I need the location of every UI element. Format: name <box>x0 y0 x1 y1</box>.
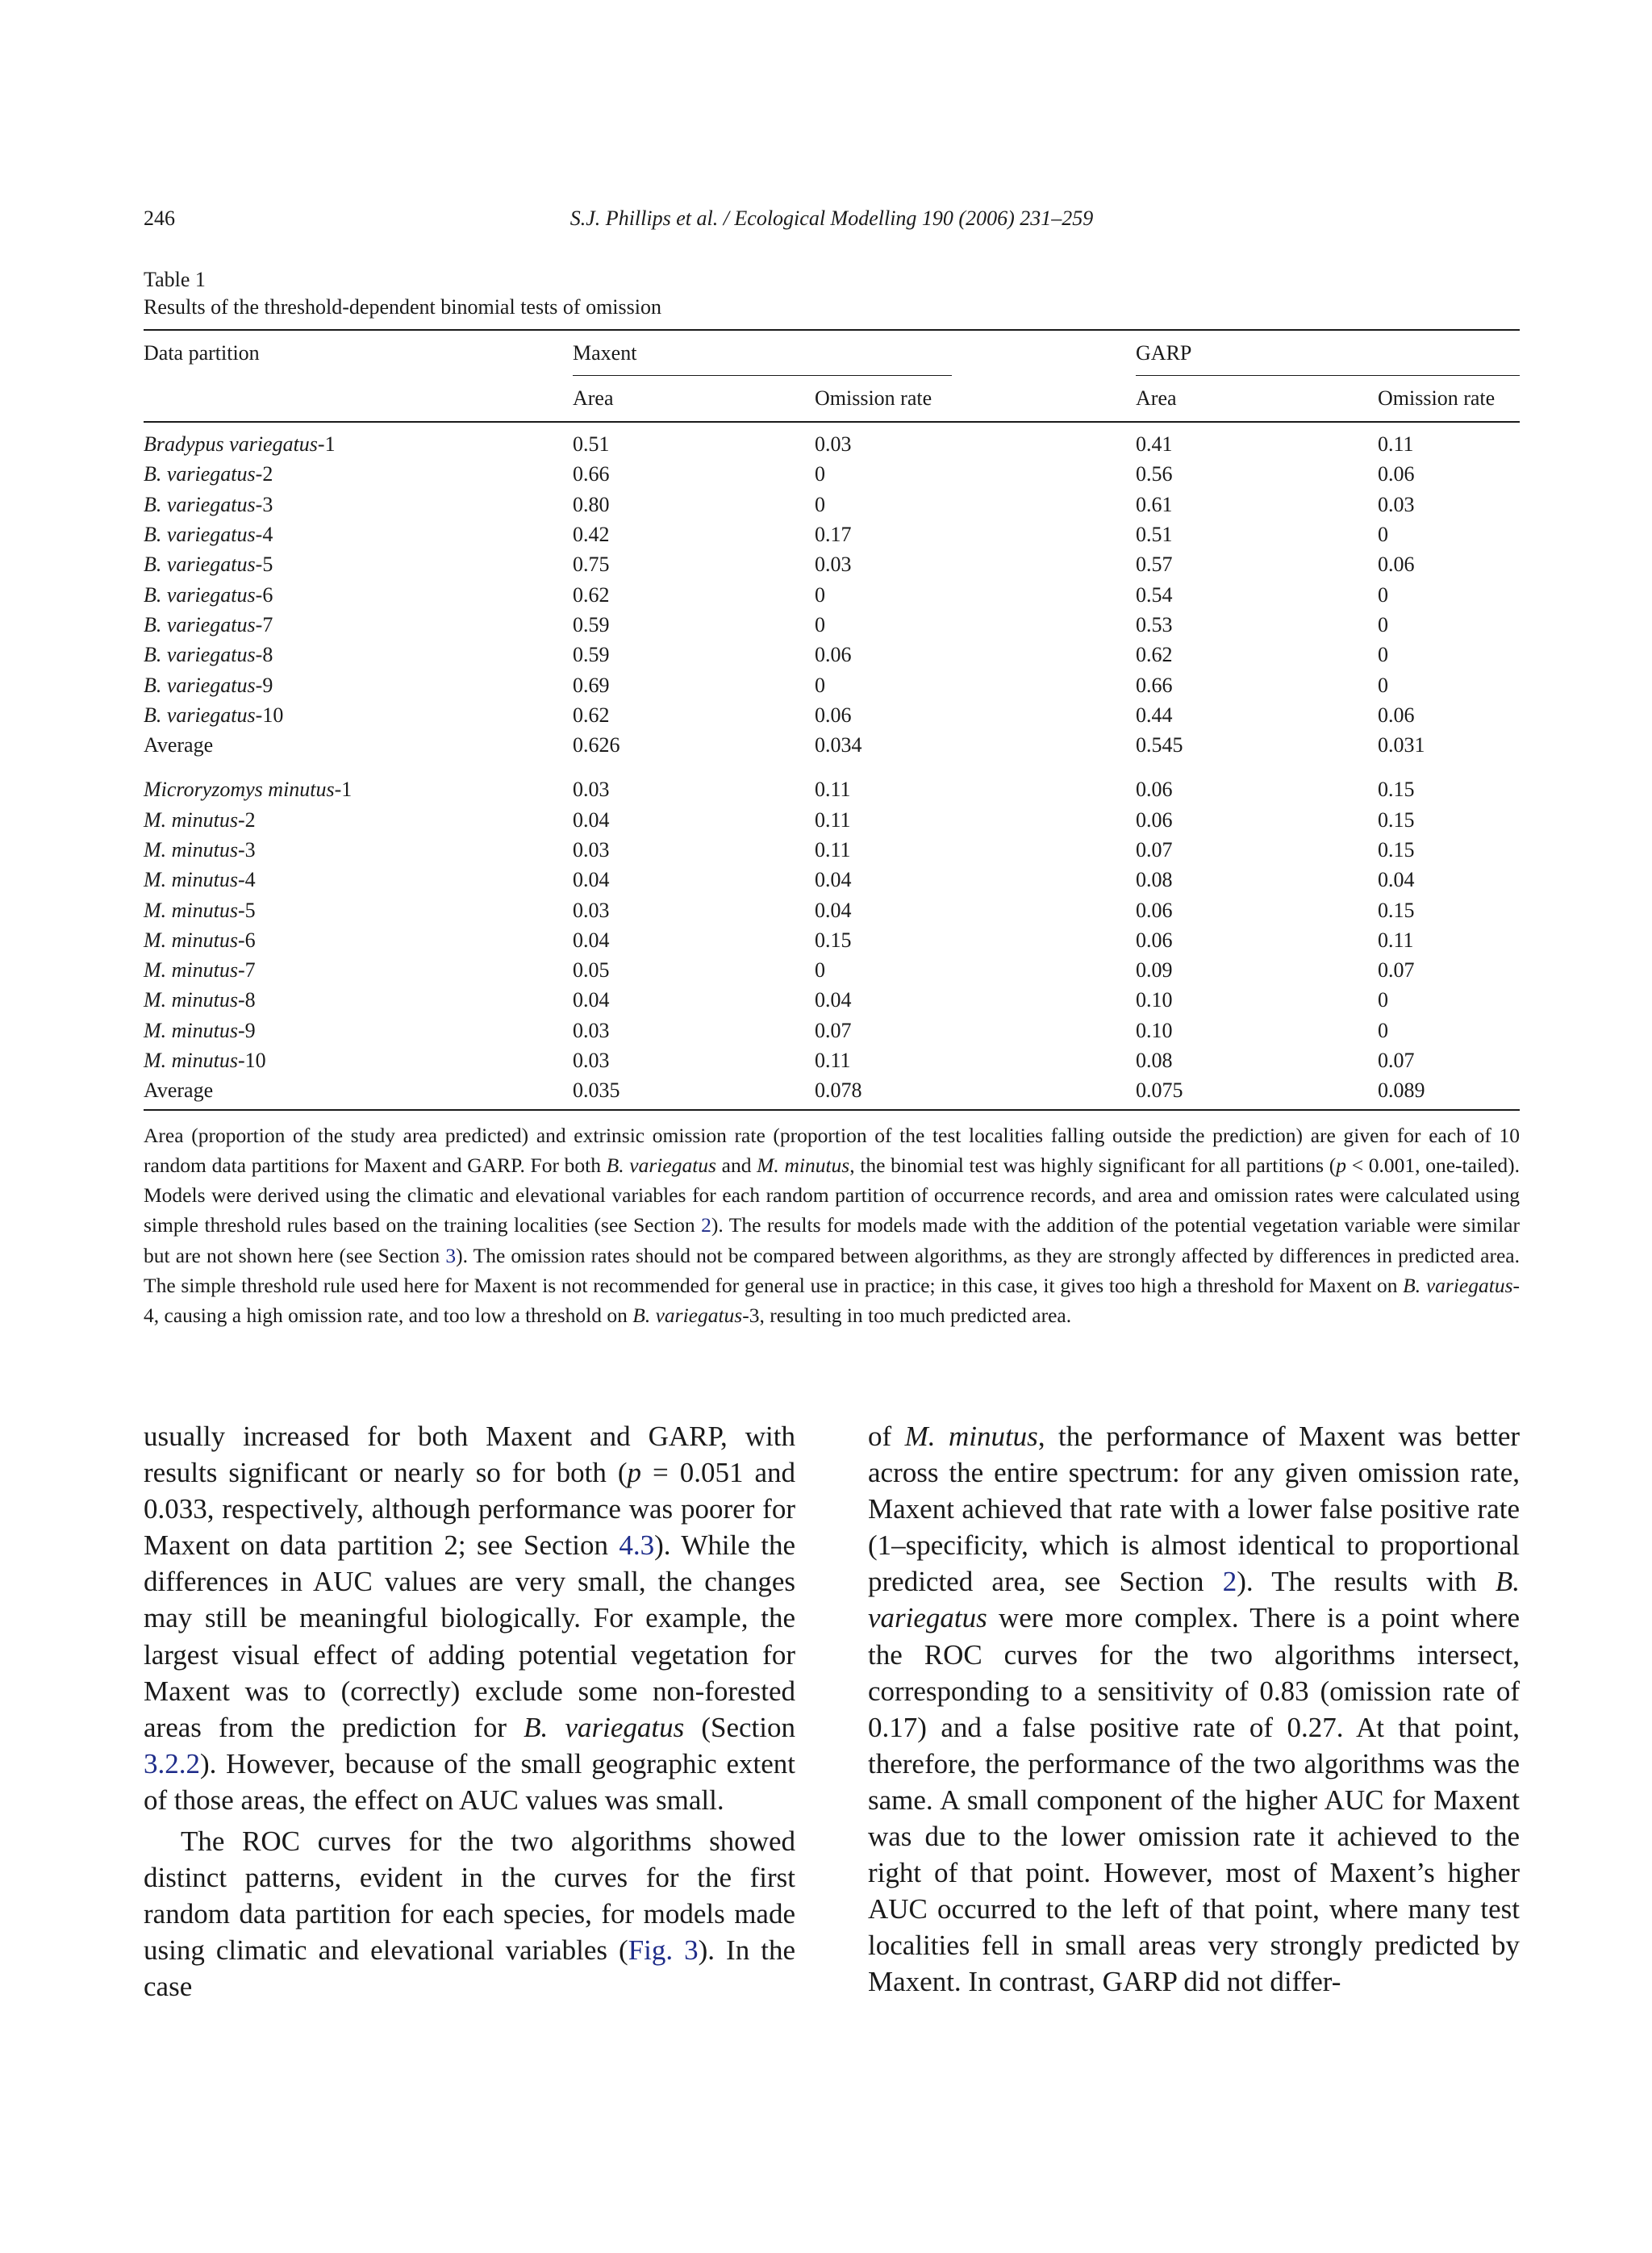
partition-cell <box>144 955 573 985</box>
species-name: M. minutus <box>144 838 238 862</box>
maxent-omission-cell: 0.15 <box>815 928 852 952</box>
running-header: S.J. Phillips et al. / Ecological Modelling 190 (2006) 231–259 <box>569 207 1094 230</box>
species-name: B. variegatus <box>144 492 256 516</box>
italic-term: B. variegatus <box>524 1711 685 1743</box>
maxent-omission-cell: 0.11 <box>815 838 851 862</box>
italic-term: p <box>1336 1153 1346 1177</box>
table-row <box>144 895 1520 924</box>
text-run: < 0.001, one-tailed). Models were derived using the climatic and elevational variables for each random partition of occurrence records, and area and omission rates were calculated using simple threshold rules based on the training localities (see Section <box>144 1153 1521 1237</box>
maxent-omission-cell: 0.04 <box>815 898 852 922</box>
garp-area-cell: 0.10 <box>1136 988 1173 1012</box>
garp-area-cell: 0.54 <box>1136 582 1173 607</box>
maxent-area-cell: 0.05 <box>573 958 610 983</box>
table-row <box>144 955 1520 985</box>
garp-omission-cell: 0.11 <box>1378 928 1414 952</box>
species-name: M. minutus <box>144 958 238 983</box>
partition-suffix: -10 <box>238 1049 266 1073</box>
maxent-omission-cell: 0.078 <box>815 1075 1136 1109</box>
partition-cell <box>144 700 573 730</box>
table-row <box>144 640 1520 670</box>
maxent-omission-cell: 0.04 <box>815 988 852 1012</box>
partition-suffix: -7 <box>238 958 256 983</box>
italic-term: B. variegatus <box>606 1153 716 1177</box>
species-name: B. variegatus <box>144 523 256 547</box>
partition-suffix: -10 <box>255 703 284 727</box>
table-row <box>144 835 1520 865</box>
table-row <box>144 985 1520 1015</box>
body-paragraph <box>144 1418 795 1818</box>
table-row <box>144 610 1520 640</box>
maxent-area-cell: 0.66 <box>573 462 610 486</box>
garp-omission-cell: 0.03 <box>1378 492 1415 516</box>
garp-area-cell: 0.07 <box>1136 838 1173 862</box>
species-name: M. minutus <box>144 1049 238 1073</box>
maxent-area-cell: 0.04 <box>573 988 610 1012</box>
cross-reference-link[interactable]: 3.2.2 <box>144 1747 200 1779</box>
partition-cell <box>144 519 573 549</box>
species-name: B. variegatus <box>144 553 256 577</box>
text-run: ). While the differences in AUC values are very small, the changes may still be meaningful biologically. For example, the largest visual effect of adding potential vegetation for Maxent was to (correctly) exclude some non-forested areas from the prediction for <box>144 1529 795 1743</box>
text-run: and <box>715 1153 757 1177</box>
italic-term: M. minutus <box>757 1153 850 1177</box>
partition-suffix: -1 <box>317 432 336 457</box>
partition-cell <box>144 805 573 835</box>
partition-suffix: -2 <box>255 462 273 486</box>
header-maxent-label: Maxent <box>573 341 637 365</box>
table-label: Table 1 <box>144 268 206 291</box>
table-row <box>144 579 1520 609</box>
partition-cell <box>144 459 573 489</box>
garp-area-cell: 0.06 <box>1136 807 1173 832</box>
species-name: M. minutus <box>144 898 238 922</box>
page-number: 246 <box>144 207 175 230</box>
garp-area-cell: 0.08 <box>1136 1049 1173 1073</box>
italic-term: p <box>627 1457 641 1489</box>
species-name: M. minutus <box>144 868 238 892</box>
table-row <box>144 760 1520 804</box>
maxent-omission-cell: 0.11 <box>815 807 851 832</box>
text-run: (Section <box>684 1711 795 1743</box>
species-name: B. variegatus <box>144 643 256 667</box>
text-run: The ROC curves for the two algorithms showed distinct patterns, evident in the curves for the first random data partition for each species, for models made using climatic and elevational variables ( <box>144 1825 795 1967</box>
italic-term: M. minutus <box>904 1421 1038 1452</box>
species-name: Bradypus variegatus <box>144 432 318 457</box>
garp-area-cell: 0.62 <box>1136 643 1173 667</box>
species-name: M. minutus <box>144 928 238 952</box>
partition-suffix: -6 <box>238 928 256 952</box>
italic-term: B. variegatus <box>868 1566 1521 1634</box>
maxent-omission-cell: 0 <box>815 612 825 636</box>
table-1 <box>144 266 1520 1331</box>
partition-suffix: -8 <box>255 643 273 667</box>
text-run: ). The results for models made with the addition of the potential vegetation variable were similar but are not shown here (see Section <box>144 1213 1520 1267</box>
maxent-area-cell: 0.69 <box>573 673 610 697</box>
cross-reference-link[interactable]: 3 <box>445 1243 457 1267</box>
partition-cell <box>144 925 573 955</box>
species-name: M. minutus <box>144 807 238 832</box>
partition-cell <box>144 549 573 579</box>
text-run: = 0.051 and 0.033, respectively, although performance was poorer for Maxent on data partition 2; see Section <box>144 1457 795 1562</box>
garp-omission-cell: 0.15 <box>1378 778 1415 802</box>
body-left-column <box>144 1418 795 2005</box>
garp-omission-cell: 0.089 <box>1378 1075 1520 1109</box>
partition-cell <box>144 670 573 699</box>
table-row <box>144 1016 1520 1045</box>
garp-area-cell: 0.57 <box>1136 553 1173 577</box>
maxent-area-cell: 0.04 <box>573 868 610 892</box>
table-row <box>144 519 1520 549</box>
garp-omission-cell: 0.11 <box>1378 432 1414 457</box>
garp-omission-cell: 0 <box>1378 523 1389 547</box>
table-row <box>144 422 1520 459</box>
maxent-area-cell: 0.75 <box>573 553 610 577</box>
results-table <box>144 329 1520 1111</box>
maxent-omission-cell: 0.06 <box>815 643 852 667</box>
garp-omission-cell: 0.15 <box>1378 898 1415 922</box>
header-garp-area: Area <box>1136 376 1378 422</box>
maxent-area-cell: 0.59 <box>573 612 610 636</box>
maxent-area-cell: 0.62 <box>573 703 610 727</box>
partition-cell <box>144 730 573 760</box>
table-row <box>144 490 1520 519</box>
species-name: B. variegatus <box>144 673 256 697</box>
maxent-omission-cell: 0.17 <box>815 523 852 547</box>
partition-suffix: Average <box>144 733 214 757</box>
partition-cell <box>144 835 573 865</box>
text-run: ). In the case <box>144 1934 795 2003</box>
maxent-area-cell: 0.04 <box>573 928 610 952</box>
partition-cell <box>144 865 573 895</box>
garp-area-cell: 0.06 <box>1136 898 1173 922</box>
partition-suffix: -5 <box>238 898 256 922</box>
maxent-area-cell: 0.626 <box>573 733 620 757</box>
text-run: Area (proportion of the study area predicted) and extrinsic omission rate (proportion of the test localities falling outside the prediction) are given for each of 10 random data partitions for Maxent and GARP. For both <box>144 1123 1520 1177</box>
garp-omission-cell: 0.06 <box>1378 462 1415 486</box>
body-right-column <box>868 1418 1520 2001</box>
text-run: , the binomial test was highly significant for all partitions ( <box>849 1153 1337 1177</box>
garp-area-cell: 0.51 <box>1136 523 1173 547</box>
maxent-area-cell: 0.03 <box>573 1018 610 1042</box>
maxent-area-cell: 0.03 <box>573 838 610 862</box>
partition-cell <box>144 895 573 924</box>
garp-omission-cell: 0.07 <box>1378 1049 1415 1073</box>
header-maxent-omission: Omission rate <box>815 376 1136 422</box>
table-row <box>144 670 1520 699</box>
text-run: , the performance of Maxent was better across the entire spectrum: for any given omission rate, Maxent achieved that rate with a lower false positive rate (1–specificity, which is almost identical to proportional predicted area, see Section <box>868 1421 1521 1598</box>
garp-omission-cell: 0.07 <box>1378 958 1415 983</box>
italic-term: B. variegatus <box>632 1304 743 1328</box>
maxent-omission-cell: 0 <box>815 462 825 486</box>
garp-omission-cell: 0 <box>1378 582 1389 607</box>
garp-area-cell: 0.09 <box>1136 958 1173 983</box>
partition-cell <box>144 760 573 804</box>
maxent-omission-cell: 0.03 <box>815 432 852 457</box>
garp-omission-cell: 0.06 <box>1378 553 1415 577</box>
maxent-omission-cell: 0 <box>815 492 825 516</box>
partition-cell <box>144 1045 573 1075</box>
text-run: -3, resulting in too much predicted area. <box>742 1304 1072 1328</box>
table-row <box>144 865 1520 895</box>
partition-suffix: Average <box>144 1079 214 1103</box>
garp-area-cell: 0.08 <box>1136 868 1173 892</box>
header-data-partition: Data partition <box>144 330 573 376</box>
maxent-area-cell: 0.51 <box>573 432 610 457</box>
table-footnote <box>144 1120 1520 1331</box>
maxent-area-cell: 0.62 <box>573 582 610 607</box>
partition-suffix: -3 <box>255 492 273 516</box>
garp-omission-cell: 0.04 <box>1378 868 1415 892</box>
garp-area-cell: 0.06 <box>1136 928 1173 952</box>
header-blank <box>144 376 573 422</box>
garp-omission-cell: 0 <box>1378 1018 1389 1042</box>
partition-suffix: -1 <box>334 778 353 802</box>
maxent-omission-cell: 0.07 <box>815 1018 852 1042</box>
text-run: ). The results with <box>1237 1566 1496 1598</box>
header-maxent <box>573 330 1136 376</box>
garp-omission-cell: 0.06 <box>1378 703 1415 727</box>
partition-suffix: -4 <box>255 523 273 547</box>
maxent-omission-cell: 0 <box>815 582 825 607</box>
text-run: usually increased for both Maxent and GARP, with results significant or nearly so for both ( <box>144 1421 795 1489</box>
garp-omission-cell: 0 <box>1378 988 1389 1012</box>
partition-cell <box>144 422 573 459</box>
table-row <box>144 549 1520 579</box>
species-name: B. variegatus <box>144 582 256 607</box>
text-run: of <box>868 1421 905 1452</box>
garp-area-cell: 0.10 <box>1136 1018 1173 1042</box>
partition-suffix: -9 <box>255 673 273 697</box>
partition-suffix: -5 <box>255 553 273 577</box>
garp-area-cell: 0.075 <box>1136 1075 1378 1109</box>
text-run: ). The omission rates should not be compared between algorithms, as they are strongly affected by differences in predicted area. The simple threshold rule used here for Maxent is not recommended for general use in practice; in this case, it gives too high a threshold for Maxent on <box>144 1243 1521 1298</box>
garp-area-cell: 0.44 <box>1136 703 1173 727</box>
table-row <box>144 1075 1520 1109</box>
garp-area-cell: 0.66 <box>1136 673 1173 697</box>
maxent-omission-cell: 0.11 <box>815 1049 851 1073</box>
species-name: M. minutus <box>144 1018 238 1042</box>
species-name: B. variegatus <box>144 703 256 727</box>
species-name: M. minutus <box>144 988 238 1012</box>
maxent-omission-cell: 0.03 <box>815 553 852 577</box>
garp-area-cell: 0.61 <box>1136 492 1173 516</box>
partition-suffix: -6 <box>255 582 273 607</box>
maxent-area-cell: 0.42 <box>573 523 610 547</box>
garp-omission-cell: 0 <box>1378 673 1389 697</box>
text-run: ). However, because of the small geographic extent of those areas, the effect on AUC values was small. <box>144 1747 795 1816</box>
table-row <box>144 1045 1520 1075</box>
maxent-area-cell: 0.03 <box>573 778 610 802</box>
table-row <box>144 805 1520 835</box>
garp-omission-cell: 0 <box>1378 643 1389 667</box>
maxent-area-cell: 0.03 <box>573 898 610 922</box>
garp-area-cell: 0.53 <box>1136 612 1173 636</box>
table-row <box>144 700 1520 730</box>
partition-cell <box>144 490 573 519</box>
maxent-omission-cell: 0.06 <box>815 703 852 727</box>
header-garp-label: GARP <box>1136 341 1192 365</box>
garp-area-cell: 0.545 <box>1136 733 1183 757</box>
species-name: Microryzomys minutus <box>144 778 335 802</box>
body-paragraph <box>144 1823 795 2005</box>
partition-cell <box>144 610 573 640</box>
species-name: B. variegatus <box>144 612 256 636</box>
cross-reference-link[interactable]: 2 <box>1222 1566 1237 1598</box>
garp-area-cell: 0.56 <box>1136 462 1173 486</box>
partition-cell <box>144 985 573 1015</box>
garp-omission-cell: 0.15 <box>1378 807 1415 832</box>
table-caption: Results of the threshold-dependent binomial tests of omission <box>144 295 661 319</box>
garp-area-cell: 0.41 <box>1136 432 1173 457</box>
partition-suffix: -9 <box>238 1018 256 1042</box>
table-section-microryzomys <box>144 760 1520 1109</box>
maxent-omission-cell: 0 <box>815 673 825 697</box>
garp-omission-cell: 0 <box>1378 612 1389 636</box>
garp-omission-cell: 0.031 <box>1378 733 1425 757</box>
garp-area-cell: 0.06 <box>1136 778 1173 802</box>
cross-reference-link[interactable]: 4.3 <box>619 1529 655 1562</box>
maxent-omission-cell: 0.11 <box>815 778 851 802</box>
italic-term: B. variegatus <box>1403 1274 1513 1298</box>
table-section-bradypus <box>144 422 1520 760</box>
partition-cell <box>144 640 573 670</box>
table-row <box>144 730 1520 760</box>
cross-reference-link[interactable]: Fig. 3 <box>628 1934 699 1967</box>
garp-omission-cell: 0.15 <box>1378 838 1415 862</box>
cross-reference-link[interactable]: 2 <box>701 1213 711 1237</box>
text-run: -4, causing a high omission rate, and too low a threshold on <box>144 1274 1520 1328</box>
partition-cell <box>144 1075 573 1109</box>
text-run: were more complex. There is a point where the ROC curves for the two algorithms intersect, corresponding to a sensitivity of 0.83 (omission rate of 0.17) and a false positive rate of 0.27. At that point, therefore, the performance of the two algorithms was the same. A small component of the higher AUC for Maxent was due to the lower omission rate it achieved to the right of that point. However, most of Maxent’s higher AUC occurred to the left of that point, where many test localities fell in small areas very strongly predicted by Maxent. In contrast, GARP did not differ- <box>868 1602 1520 1998</box>
maxent-area-cell: 0.80 <box>573 492 610 516</box>
header-maxent-area: Area <box>573 376 815 422</box>
table-row <box>144 459 1520 489</box>
maxent-omission-cell: 0.04 <box>815 868 852 892</box>
species-name: B. variegatus <box>144 462 256 486</box>
header-garp <box>1136 330 1520 376</box>
header-garp-omission: Omission rate <box>1378 376 1520 422</box>
maxent-area-cell: 0.035 <box>573 1075 815 1109</box>
maxent-omission-cell: 0.034 <box>815 733 862 757</box>
maxent-area-cell: 0.59 <box>573 643 610 667</box>
table-row <box>144 925 1520 955</box>
body-paragraph <box>868 1418 1520 2001</box>
maxent-area-cell: 0.04 <box>573 807 610 832</box>
partition-suffix: -4 <box>238 868 256 892</box>
partition-suffix: -8 <box>238 988 256 1012</box>
maxent-omission-cell: 0 <box>815 958 825 983</box>
partition-suffix: -3 <box>238 838 256 862</box>
partition-cell <box>144 1016 573 1045</box>
partition-suffix: -7 <box>255 612 273 636</box>
maxent-area-cell: 0.03 <box>573 1049 610 1073</box>
partition-suffix: -2 <box>238 807 256 832</box>
partition-cell <box>144 579 573 609</box>
